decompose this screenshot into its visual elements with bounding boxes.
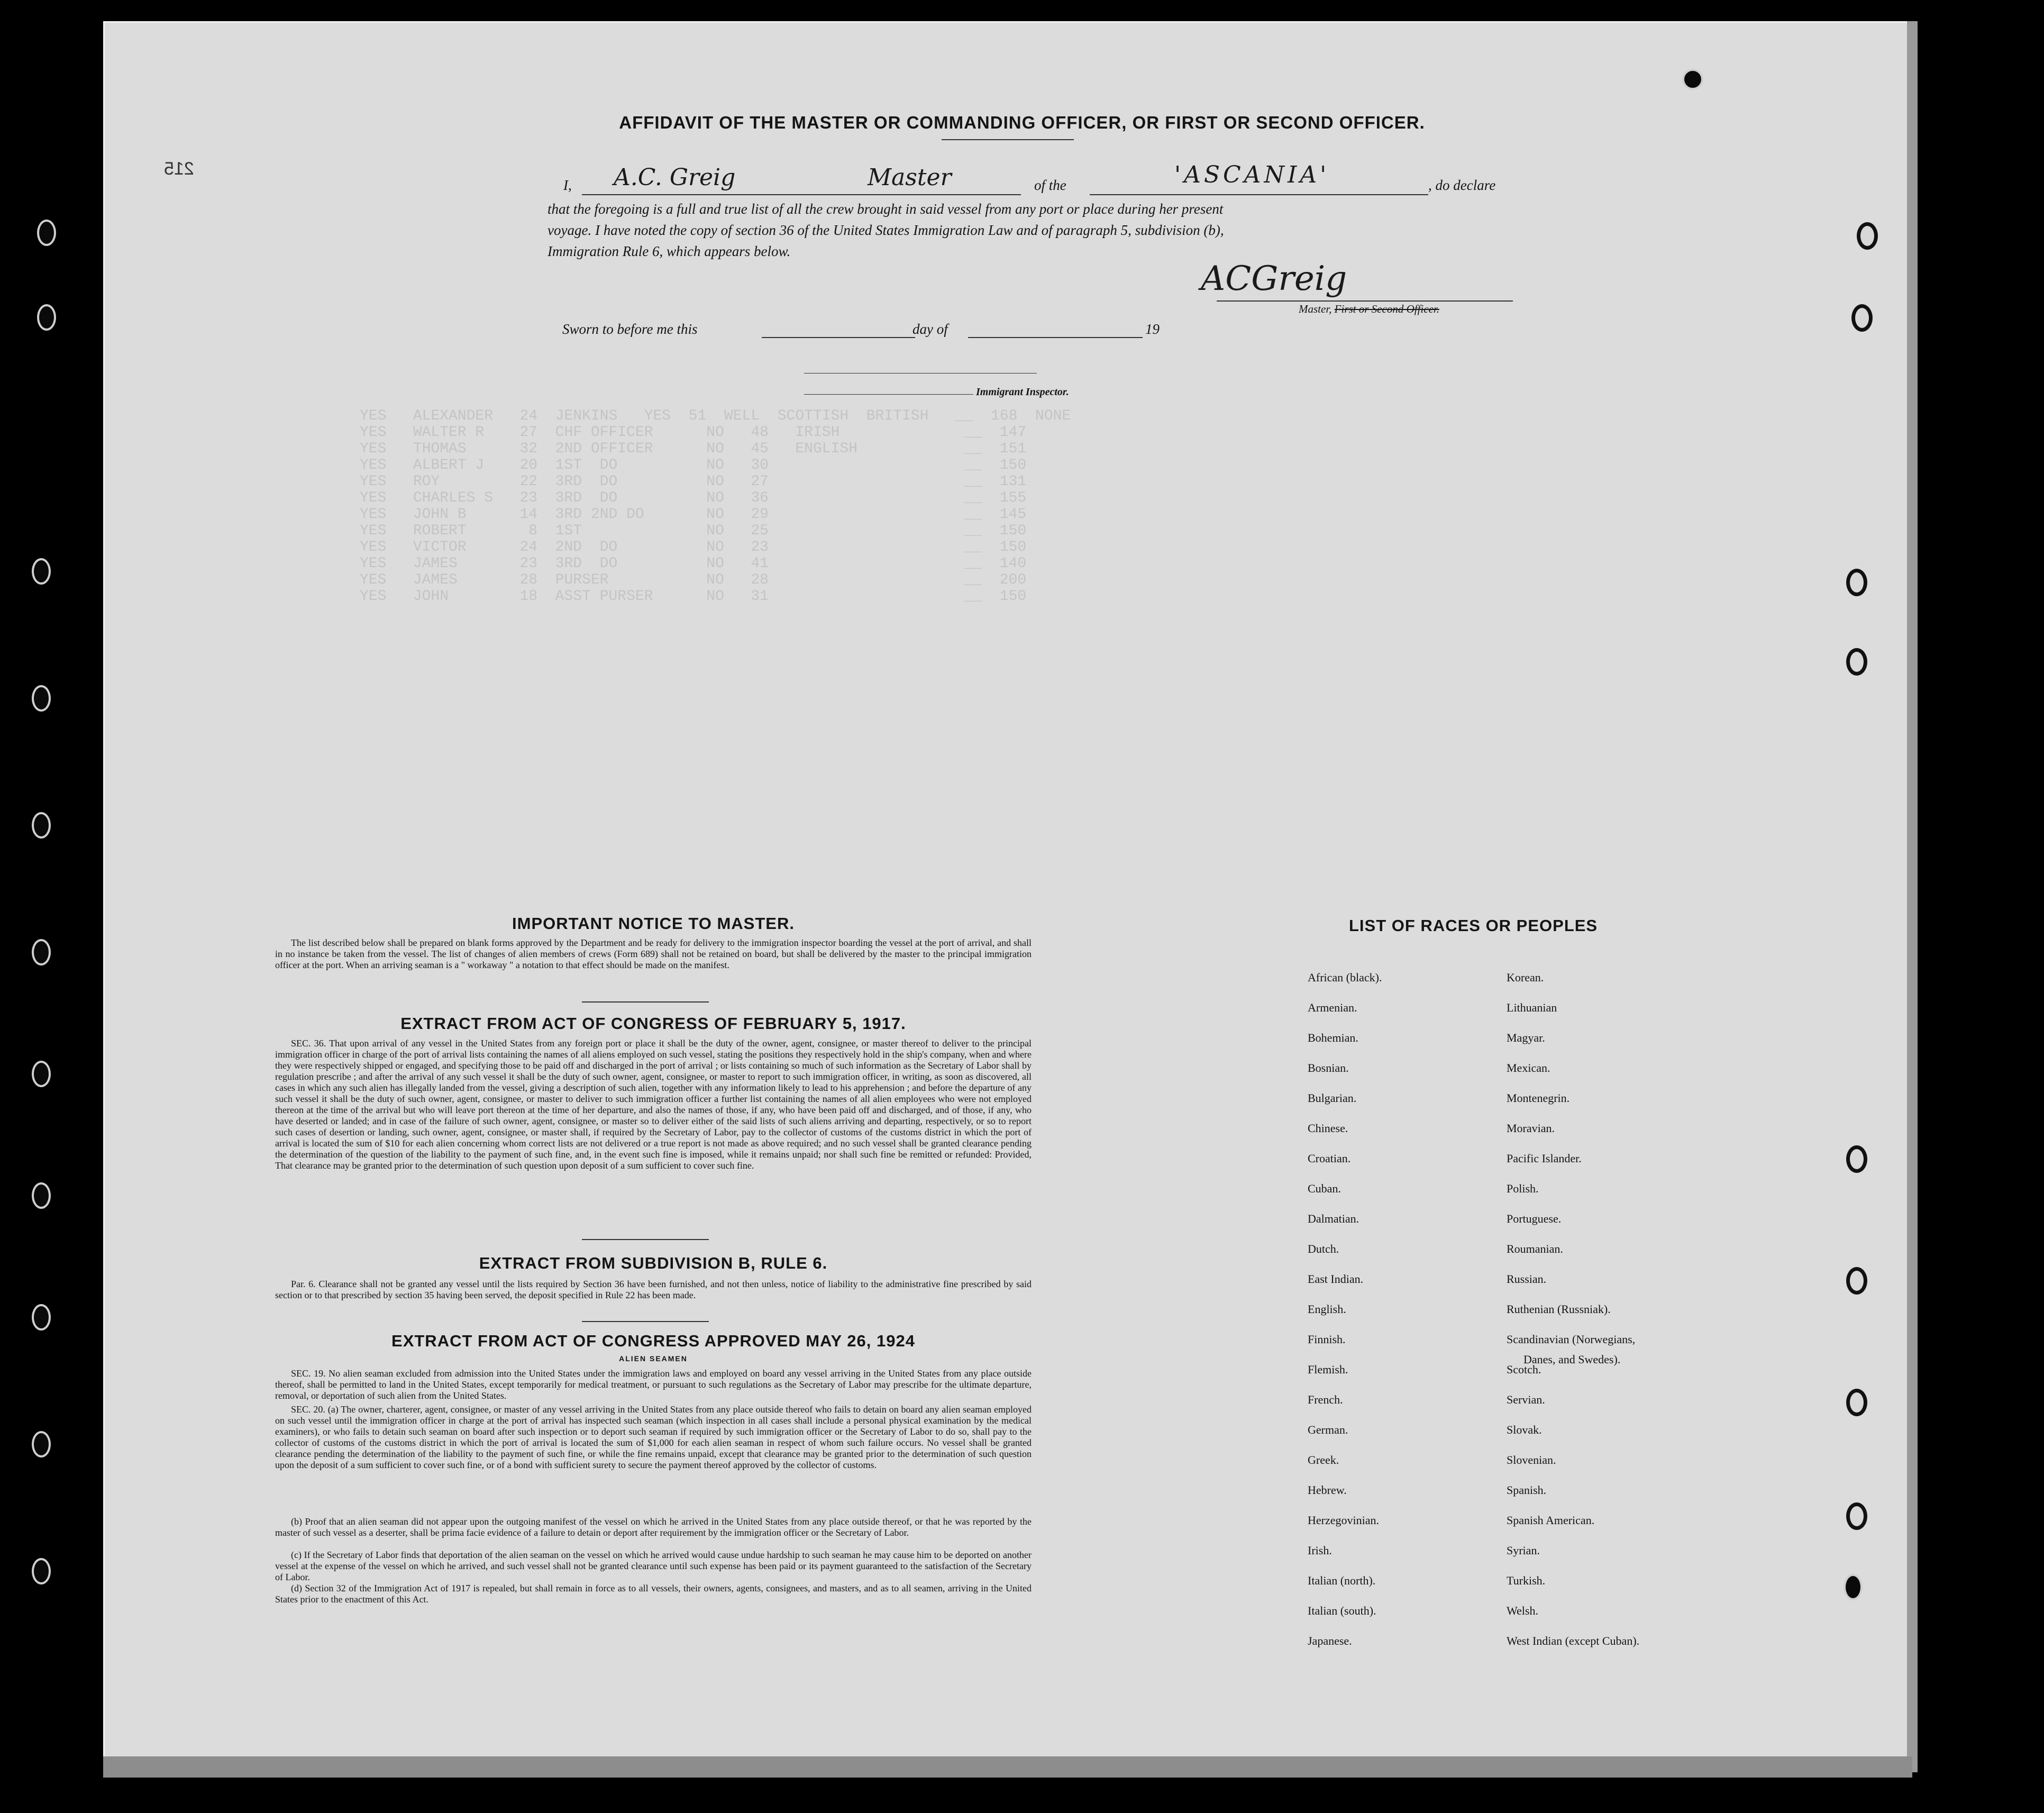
punch-hole (1846, 569, 1867, 596)
sec20c-text: (c) If the Secretary of Labor finds that deportation of the alien seaman on the vessel on which he arrived would cause undue hardship to such seaman he may cause him to be deported on another vessel at the expense of the vessel on which he arrived, and such vessel shall not be granted clearance until such expense has been paid or its payment guaranteed to the satisfaction of the Secretary of Labor. (275, 1550, 1032, 1582)
punch-hole (1846, 1145, 1867, 1173)
section-divider (582, 1001, 709, 1003)
signature-caption-officer: First or Second Officer. (1334, 303, 1439, 315)
race-item: Japanese. (1308, 1634, 1352, 1647)
race-item: East Indian. (1308, 1272, 1364, 1286)
punch-hole (32, 685, 51, 712)
punch-hole (32, 939, 51, 965)
race-item: Croatian. (1308, 1152, 1351, 1165)
race-item: Bosnian. (1308, 1061, 1349, 1074)
vessel-name: 'ASCANIA' (1174, 161, 1330, 188)
races-left-column (1308, 971, 1382, 1664)
sec20a-text: SEC. 20. (a) The owner, charterer, agent, consignee, or master of any vessel arriving in the United States from any place outside thereof who fails to detain on board any alien seaman employed on such vessel until the immigration officer in charge at the port of arrival has inspected such seaman (which inspection in all cases shall include a personal physical examination by the medical examiners), or who fails to detain such seaman on board after such inspection or to deport such seaman if required by such immigration officer or the Secretary of Labor to do so, shall pay to the collector of customs of the customs district in which the port of arrival is located the sum of $1,000 for each alien seaman in respect of whom such failure occurs. No vessel shall be granted clearance pending the determination of the liability to the payment of such fine, or while the fine remains unpaid, except that clearance may be granted prior to the determination of such question upon the deposit of a sum sufficient to cover such fine, or of a bond with sufficient surety to secure the payment thereof approved by the collector of customs. (275, 1404, 1032, 1470)
underlying-page-strip (103, 1756, 1912, 1778)
race-item: Mexican. (1507, 1061, 1550, 1074)
race-item: West Indian (except Cuban). (1507, 1634, 1640, 1647)
race-item: Montenegrin. (1507, 1091, 1570, 1105)
race-item: Turkish. (1507, 1574, 1546, 1587)
bleed-through-text: YES ALEXANDER 24 JENKINS YES 51 WELL SCOTTISH BRITISH __ 168 NONE YES WALTER R 27 CHF OFFICER NO 48 IRISH __ 147 YES THOMAS 32 2ND OFFICER NO 45 ENGLISH __ 151 YES ALBERT J 20 1ST DO NO 30 __ 150 YES ROY 22 3RD DO NO 27 __ 131 YES CHARLES S 23 3RD DO NO 36 __ 155 YES JOHN B 14 3RD 2ND DO NO 29 __ 145 YES ROBERT 8 1ST NO 25 __ 150 YES VICTOR 24 2ND DO NO 23 __ 150 YES JAMES 23 3RD DO NO 41 __ 140 YES JAMES 28 PURSER NO 28 __ 200 YES JOHN 18 ASST PURSER NO 31 __ 150 (360, 408, 1071, 605)
race-item: Hebrew. (1308, 1483, 1347, 1497)
page-edge (1907, 21, 1918, 1772)
sec19-text: SEC. 19. No alien seaman excluded from admission into the United States under the immigration laws and employed on board any vessel arriving in the United States from any place outside thereof, shall be permitted to land in the United States, except temporarily for medical treatment, or pursuant to such regulations as the Secretary of Labor may prescribe for the ultimate departure, removal, or deportation of such alien from the United States. (275, 1368, 1032, 1401)
declaration-of-the: of the (1034, 177, 1066, 193)
punch-hole (1857, 222, 1878, 250)
punch-hole (37, 304, 56, 331)
punch-hole (32, 558, 51, 585)
notice-body: The list described below shall be prepared on blank forms approved by the Department and be ready for delivery to the immigration inspector boarding the vessel at the port of arrival, and shall in no instance be taken from the vessel. The list of changes of alien members of crews (Form 689) shall not be retained on board, but shall be delivered by the master to the principal immigration officer at the port. When an arriving seaman is a " workaway " a notation to that effect should be made on the manifest. (275, 937, 1032, 970)
race-item: Lithuanian (1507, 1001, 1557, 1014)
punch-hole (1682, 69, 1703, 90)
notice-title: IMPORTANT NOTICE TO MASTER. (512, 914, 795, 933)
race-item: Cuban. (1308, 1182, 1341, 1195)
section-divider (582, 1239, 709, 1240)
punch-hole (32, 1431, 51, 1457)
margin-number: 215 (164, 159, 194, 179)
sworn-year: 19 (1145, 321, 1160, 337)
punch-hole (32, 1182, 51, 1209)
blank-line (582, 194, 1021, 195)
race-item: Bohemian. (1308, 1031, 1358, 1044)
extract-1924-title: EXTRACT FROM ACT OF CONGRESS APPROVED MAY 26, 1924 (391, 1332, 915, 1350)
race-item: Danes, and Swedes). (1523, 1353, 1621, 1366)
race-item: Russian. (1507, 1272, 1547, 1286)
race-item: Scotch. (1507, 1363, 1541, 1376)
race-item: Moravian. (1507, 1122, 1555, 1135)
sec20b-text: (b) Proof that an alien seaman did not appear upon the outgoing manifest of the vessel on which he arrived in the United States from any place outside thereof, or that he was reported by the master of such vessel as a deserter, shall be prima facie evidence of a failure to detain or deport after requirement by the immigration officer or the Secretary of Labor. (275, 1516, 1032, 1538)
race-item: Syrian. (1507, 1544, 1540, 1557)
races-right-column (1507, 971, 1639, 1664)
race-item: English. (1308, 1302, 1346, 1316)
extract-1924-subtitle: ALIEN SEAMEN (619, 1354, 688, 1363)
rule6-title: EXTRACT FROM SUBDIVISION B, RULE 6. (479, 1254, 828, 1272)
punch-hole (1844, 1574, 1863, 1600)
race-item: Greek. (1308, 1453, 1339, 1466)
race-item: Dutch. (1308, 1242, 1339, 1255)
race-item: Slovak. (1507, 1423, 1542, 1436)
race-item: Bulgarian. (1308, 1091, 1357, 1105)
race-item: Herzegovinian. (1308, 1514, 1379, 1527)
inspector-line (804, 394, 973, 395)
race-item: Scandinavian (Norwegians, (1507, 1333, 1636, 1346)
race-item: Welsh. (1507, 1604, 1538, 1617)
punch-hole (1851, 304, 1873, 332)
race-item: Irish. (1308, 1544, 1332, 1557)
section-divider (582, 1321, 709, 1322)
sworn-text: Sworn to before me this (562, 321, 698, 337)
rule6-body: Par. 6. Clearance shall not be granted any vessel until the lists required by Section 36 have been furnished, and not then unless, notice of liability to the administrative fine prescribed by said section or to that prescribed by section 35 having been served, the deposit specified in Rule 22 has been made. (275, 1279, 1032, 1300)
race-item: Dalmatian. (1308, 1212, 1359, 1225)
punch-hole (1846, 1267, 1867, 1295)
race-item: Magyar. (1507, 1031, 1545, 1044)
race-item: Spanish American. (1507, 1514, 1595, 1527)
punch-hole (32, 1558, 51, 1584)
race-item: Finnish. (1308, 1333, 1346, 1346)
declaration-i: I, (563, 177, 572, 193)
signature-caption (1299, 303, 1439, 316)
affidavit-title: AFFIDAVIT OF THE MASTER OR COMMANDING OFFICER, OR FIRST OR SECOND OFFICER. (619, 113, 1425, 132)
sworn-day-of: day of (912, 321, 948, 337)
race-item: Polish. (1507, 1182, 1539, 1195)
race-item: Roumanian. (1507, 1242, 1563, 1255)
race-item: Servian. (1507, 1393, 1545, 1406)
punch-hole (1846, 1389, 1867, 1416)
punch-hole (37, 220, 56, 246)
declaration-line-4: Immigration Rule 6, which appears below. (548, 243, 791, 259)
declaration-line-2: that the foregoing is a full and true list of all the crew brought in said vessel from any port or place during her present (548, 201, 1224, 217)
punch-hole (32, 812, 51, 839)
title-underline (942, 139, 1074, 140)
master-rank: Master (868, 164, 952, 191)
inspector-caption: Immigrant Inspector. (976, 386, 1069, 398)
race-item: Flemish. (1308, 1363, 1348, 1376)
race-item: French. (1308, 1393, 1343, 1406)
race-item: Armenian. (1308, 1001, 1357, 1014)
race-item: Korean. (1507, 971, 1544, 984)
race-item: Slovenian. (1507, 1453, 1556, 1466)
signature-line (1217, 300, 1513, 302)
race-item: Italian (north). (1308, 1574, 1376, 1587)
blank-line (762, 337, 915, 338)
sec20d-text: (d) Section 32 of the Immigration Act of 1917 is repealed, but shall remain in force as to all vessels, their owners, agents, consignees, and masters, and as to all seamen, arriving in the United States prior to the enactment of this Act. (275, 1583, 1032, 1605)
race-item: Portuguese. (1507, 1212, 1562, 1225)
master-signature: ACGreig (1201, 259, 1347, 298)
blank-line (968, 337, 1143, 338)
race-item: Italian (south). (1308, 1604, 1376, 1617)
punch-hole (32, 1304, 51, 1331)
race-item: Pacific Islander. (1507, 1152, 1582, 1165)
extract-1917-title: EXTRACT FROM ACT OF CONGRESS OF FEBRUARY 5, 1917. (400, 1014, 906, 1033)
declaration-do-declare: , do declare (1428, 177, 1496, 193)
race-item: Ruthenian (Russniak). (1507, 1302, 1611, 1316)
document-page (103, 21, 1912, 1775)
punch-hole (32, 1061, 51, 1087)
race-item: German. (1308, 1423, 1348, 1436)
extract-1917-body: SEC. 36. That upon arrival of any vessel in the United States from any foreign port or place it shall be the duty of the owner, agent, consignee, or master thereof to deliver to the principal immigration officer in charge of the port of arrival lists containing the names of all aliens employed on such vessel, stating the positions they respectively hold in the ship's company, when and where they were respectively shipped or engaged, and specifying those to be paid off and discharged in the port of arrival ; or lists containing so much of such information as the Secretary of Labor shall by regulation prescribe ; and after the arrival of any such vessel it shall be the duty of such owner, agent, consignee, or master to report to such immigration officer, in writing, as soon as discovered, all cases in which any such alien has illegally landed from the vessel, giving a description of such alien, together with any information likely to lead to his apprehension ; and before the departure of any such vessel it shall be the duty of such owner, agent, consignee, or master to deliver to such immigration officer a further list containing the names of all alien employees who were not employed thereon at the time of the arrival but who will leave port thereon at the time of her departure, and also the names of those, if any, who have been paid off and discharged, and of those, if any, who have deserted or landed; and in case of the failure of such owner, agent, consignee, or master so to deliver either of the said lists of such aliens arriving and departing, respectively, or so to report such cases of desertion or landing, such owner, agent, consignee, or master shall, if required by the Secretary of Labor, pay to the collector of customs of the customs district in which the port of arrival is located the sum of $10 for each alien concerning whom correct lists are not delivered or a true report is not made as above required; and no such vessel shall be granted clearance pending the determination of the question of the liability to the payment of such fine, and, in the event such fine is imposed, while it remains unpaid; nor shall such fine be remitted or refunded: Provided, That clearance may be granted prior to the determination of such question upon deposit of a sum sufficient to cover such fine. (275, 1038, 1032, 1171)
master-name: A.C. Greig (614, 164, 736, 191)
punch-hole (1846, 648, 1867, 676)
race-item: Chinese. (1308, 1122, 1348, 1135)
punch-hole (1846, 1502, 1867, 1530)
races-title: LIST OF RACES OR PEOPLES (1349, 916, 1598, 935)
declaration-line-3: voyage. I have noted the copy of section 36 of the United States Immigration Law and of paragraph 5, subdivision (b), (548, 222, 1224, 238)
signature-caption-master: Master, (1299, 303, 1332, 315)
race-item: Spanish. (1507, 1483, 1547, 1497)
blank-line (1090, 194, 1428, 195)
race-item: African (black). (1308, 971, 1382, 984)
